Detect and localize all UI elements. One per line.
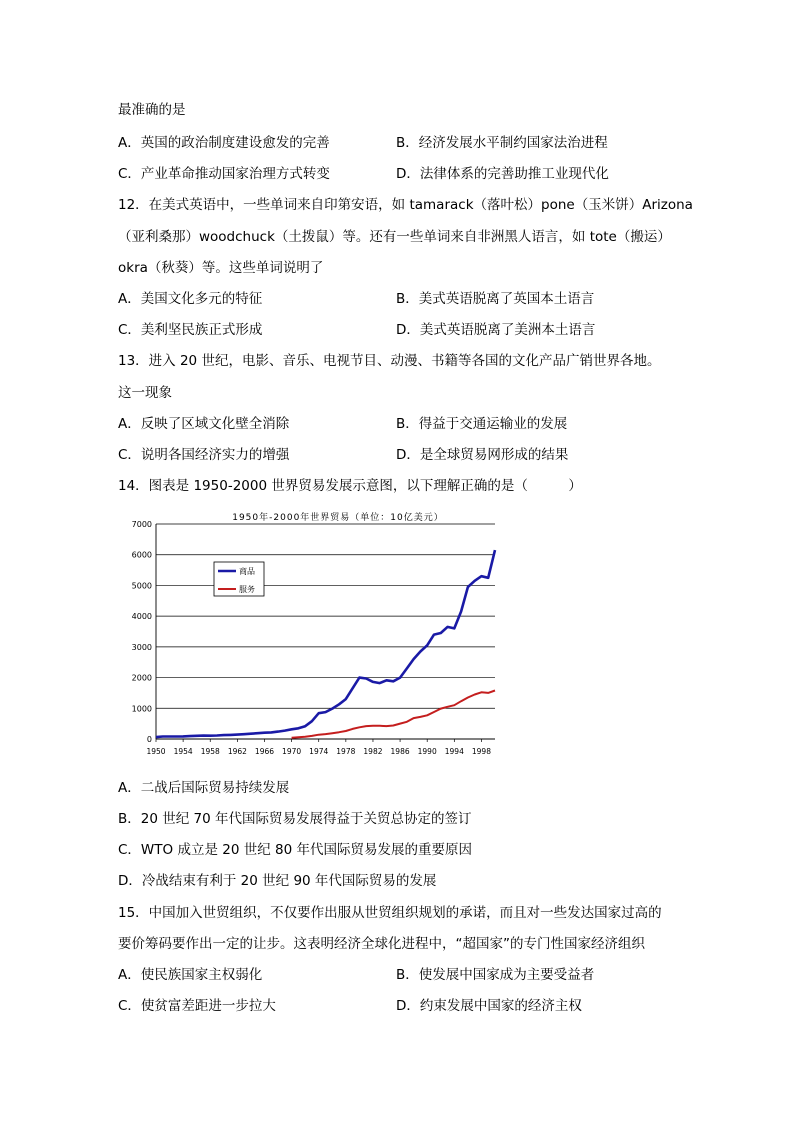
y-tick-label: 7000	[131, 520, 152, 529]
y-tick-label: 4000	[131, 612, 152, 622]
q11-option-d[interactable]: D．法律体系的完善助推工业现代化	[396, 166, 609, 182]
chart-series-lines	[156, 550, 495, 738]
q13-option-a[interactable]: A．反映了区域文化壁全消除	[118, 416, 290, 432]
q15-stem-line-1: 15．中国加入世贸组织，不仅要作出服从世贸组织规划的承诺，而且对一些发达国家过高的	[118, 905, 662, 921]
x-tick-label: 1958	[200, 747, 220, 756]
x-tick-label: 1986	[390, 747, 410, 756]
x-tick-label: 1994	[444, 747, 464, 756]
services-series-line	[292, 691, 495, 738]
q13-stem-line-1: 13．进入 20 世纪，电影、音乐、电视节目、动漫、书籍等各国的文化产品广销世界各地。	[118, 353, 661, 369]
y-tick-label: 0	[146, 735, 152, 744]
q12-option-c[interactable]: C．美利坚民族正式形成	[118, 322, 263, 338]
q13-stem-line-2: 这一现象	[118, 385, 172, 401]
q13-option-b[interactable]: B．得益于交通运输业的发展	[396, 416, 568, 432]
q12-stem-line-1: 12．在美式英语中，一些单词来自印第安语，如 tamarack（落叶松）pone（玉米饼）Arizona	[118, 197, 693, 213]
x-tick-label: 1974	[309, 747, 329, 756]
chart-title: 1950年-2000年世界贸易（单位：10亿美元）	[232, 513, 444, 523]
x-tick-label: 1990	[417, 747, 437, 756]
world-trade-chart-svg	[118, 508, 502, 764]
q15-option-d[interactable]: D．约束发展中国家的经济主权	[396, 998, 582, 1014]
q15-option-c[interactable]: C．使贫富差距进一步拉大	[118, 998, 276, 1014]
chart-x-ticks	[146, 739, 491, 756]
q12-stem-line-2: （亚利桑那）woodchuck（土拨鼠）等。还有一些单词来自非洲黑人语言，如 tote（搬运）	[118, 229, 671, 245]
q14-option-c[interactable]: C．WTO 成立是 20 世纪 80 年代国际贸易发展的重要原因	[118, 842, 472, 858]
chart-legend	[214, 562, 264, 596]
q11-option-a[interactable]: A．英国的政治制度建设愈发的完善	[118, 135, 330, 151]
chart-gridlines	[156, 524, 495, 708]
y-tick-label: 6000	[131, 550, 152, 560]
y-tick-label: 3000	[131, 642, 152, 652]
y-tick-label: 5000	[131, 581, 152, 591]
q12-option-a[interactable]: A．美国文化多元的特征	[118, 291, 263, 307]
chart-y-ticks	[132, 520, 152, 744]
goods-series-line	[156, 550, 495, 737]
q15-option-b[interactable]: B．使发展中国家成为主要受益者	[396, 967, 595, 983]
legend-services-label: 服务	[239, 585, 255, 594]
x-tick-label: 1982	[363, 747, 383, 756]
q14-option-a[interactable]: A．二战后国际贸易持续发展	[118, 780, 290, 796]
x-tick-label: 1998	[471, 747, 491, 756]
x-tick-label: 1954	[173, 747, 193, 756]
q12-option-b[interactable]: B．美式英语脱离了英国本土语言	[396, 291, 595, 307]
q15-stem-line-2: 要价筹码要作出一定的让步。这表明经济全球化进程中，“超国家”的专门性国家经济组织	[118, 936, 645, 952]
q14-option-b[interactable]: B．20 世纪 70 年代国际贸易发展得益于关贸总协定的签订	[118, 811, 472, 827]
q14-option-d[interactable]: D．冷战结束有利于 20 世纪 90 年代国际贸易的发展	[118, 873, 437, 889]
y-tick-label: 2000	[131, 673, 152, 683]
x-tick-label: 1966	[254, 747, 275, 756]
x-tick-label: 1970	[282, 747, 302, 756]
q13-option-d[interactable]: D．是全球贸易网形成的结果	[396, 447, 569, 463]
x-tick-label: 1962	[227, 747, 247, 756]
q11-option-b[interactable]: B．经济发展水平制约国家法治进程	[396, 135, 608, 151]
q13-option-c[interactable]: C．说明各国经济实力的增强	[118, 447, 290, 463]
q12-stem-line-3: okra（秋葵）等。这些单词说明了	[118, 260, 324, 276]
y-tick-label: 1000	[131, 704, 152, 714]
x-tick-label: 1978	[336, 747, 356, 756]
legend-goods-label: 商品	[239, 567, 255, 576]
x-tick-label: 1950	[146, 747, 166, 756]
q11-option-c[interactable]: C．产业革命推动国家治理方式转变	[118, 166, 330, 182]
q12-option-d[interactable]: D．美式英语脱离了美洲本土语言	[396, 322, 596, 338]
q11-stem-tail: 最准确的是	[118, 102, 186, 118]
q14-stem: 14．图表是 1950-2000 世界贸易发展示意图，以下理解正确的是（ ）	[118, 478, 582, 494]
world-trade-chart	[118, 508, 502, 764]
q15-option-a[interactable]: A．使民族国家主权弱化	[118, 967, 263, 983]
